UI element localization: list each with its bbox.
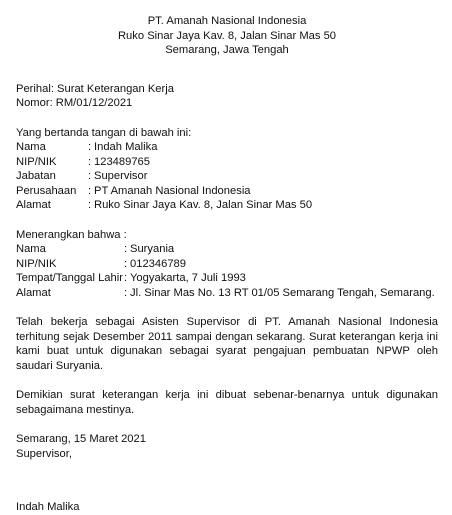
perihal-line: Perihal: Surat Keterangan Kerja [16, 82, 174, 95]
signer-row-alamat [16, 198, 438, 213]
body-paragraph-2: Demikian surat keterangan kerja ini dibuat sebenar-benarnya untuk digunakan sebagaimana mestinya. [16, 389, 438, 416]
letter-header [16, 14, 438, 58]
subject-intro: Menerangkan bahwa : [16, 228, 127, 241]
signer-row-nip [16, 155, 438, 170]
field-label: Alamat [16, 199, 51, 211]
subject-row-alamat [16, 286, 438, 301]
closing-position: Supervisor, [16, 447, 72, 460]
field-colon: : [124, 272, 128, 284]
field-colon: : [88, 170, 92, 182]
field-colon: : [124, 243, 128, 255]
letter-meta [16, 82, 438, 111]
signer-row-perusahaan [16, 184, 438, 199]
field-colon: : [124, 257, 128, 270]
subject-row-nama [16, 242, 438, 257]
field-label: Tempat/Tanggal Lahir [16, 272, 123, 284]
letter-document [16, 14, 438, 515]
field-value: PT Amanah Nasional Indonesia [94, 184, 251, 197]
field-value: Yogyakarta, 7 Juli 1993 [130, 272, 246, 284]
field-colon: : [88, 155, 92, 168]
field-label: Nama [16, 141, 46, 153]
field-value: Indah Malika [94, 141, 158, 153]
field-value: 012346789 [130, 257, 186, 270]
body-paragraph-1: Telah bekerja sebagai Asisten Supervisor di PT. Amanah Nasional Indonesia terhitung sejak Desember 2011 sampai dengan sekarang. Surat keterangan kerja ini kami buat untuk digunakan sebagai syarat pengajuan pembuatan NPWP oleh saudari Suryania. [16, 316, 438, 372]
signature-space [16, 461, 438, 500]
signer-intro: Yang bertanda tangan di bawah ini: [16, 126, 192, 139]
closing-block [16, 432, 438, 515]
company-name: PT. Amanah Nasional Indonesia [147, 15, 307, 27]
field-colon: : [88, 141, 92, 153]
company-address-line1: Ruko Sinar Jaya Kav. 8, Jalan Sinar Mas 50 [117, 29, 337, 42]
company-address-line2: Semarang, Jawa Tengah [165, 44, 289, 56]
subject-row-ttl [16, 271, 438, 286]
field-colon: : [124, 286, 128, 299]
signer-row-jabatan [16, 169, 438, 184]
closing-signer-name: Indah Malika [16, 501, 80, 513]
field-value: 123489765 [94, 155, 150, 168]
signer-section [16, 126, 438, 213]
field-label: Jabatan [16, 170, 56, 182]
subject-row-nip [16, 257, 438, 272]
field-label: NIP/NIK [16, 257, 57, 270]
field-colon: : [88, 184, 92, 197]
field-label: NIP/NIK [16, 155, 57, 168]
nomor-line: Nomor: RM/01/12/2021 [16, 97, 133, 109]
field-value: Suryania [130, 243, 175, 255]
field-label: Perusahaan [16, 184, 77, 197]
field-value: Ruko Sinar Jaya Kav. 8, Jalan Sinar Mas 50 [94, 199, 313, 211]
field-value: Supervisor [94, 170, 148, 182]
signer-row-nama [16, 140, 438, 155]
field-colon: : [88, 199, 92, 211]
subject-section [16, 228, 438, 301]
field-value: Jl. Sinar Mas No. 13 RT 01/05 Semarang Tengah, Semarang. [130, 286, 435, 299]
field-label: Nama [16, 243, 46, 255]
closing-place-date: Semarang, 15 Maret 2021 [16, 433, 146, 445]
field-label: Alamat [16, 286, 51, 299]
